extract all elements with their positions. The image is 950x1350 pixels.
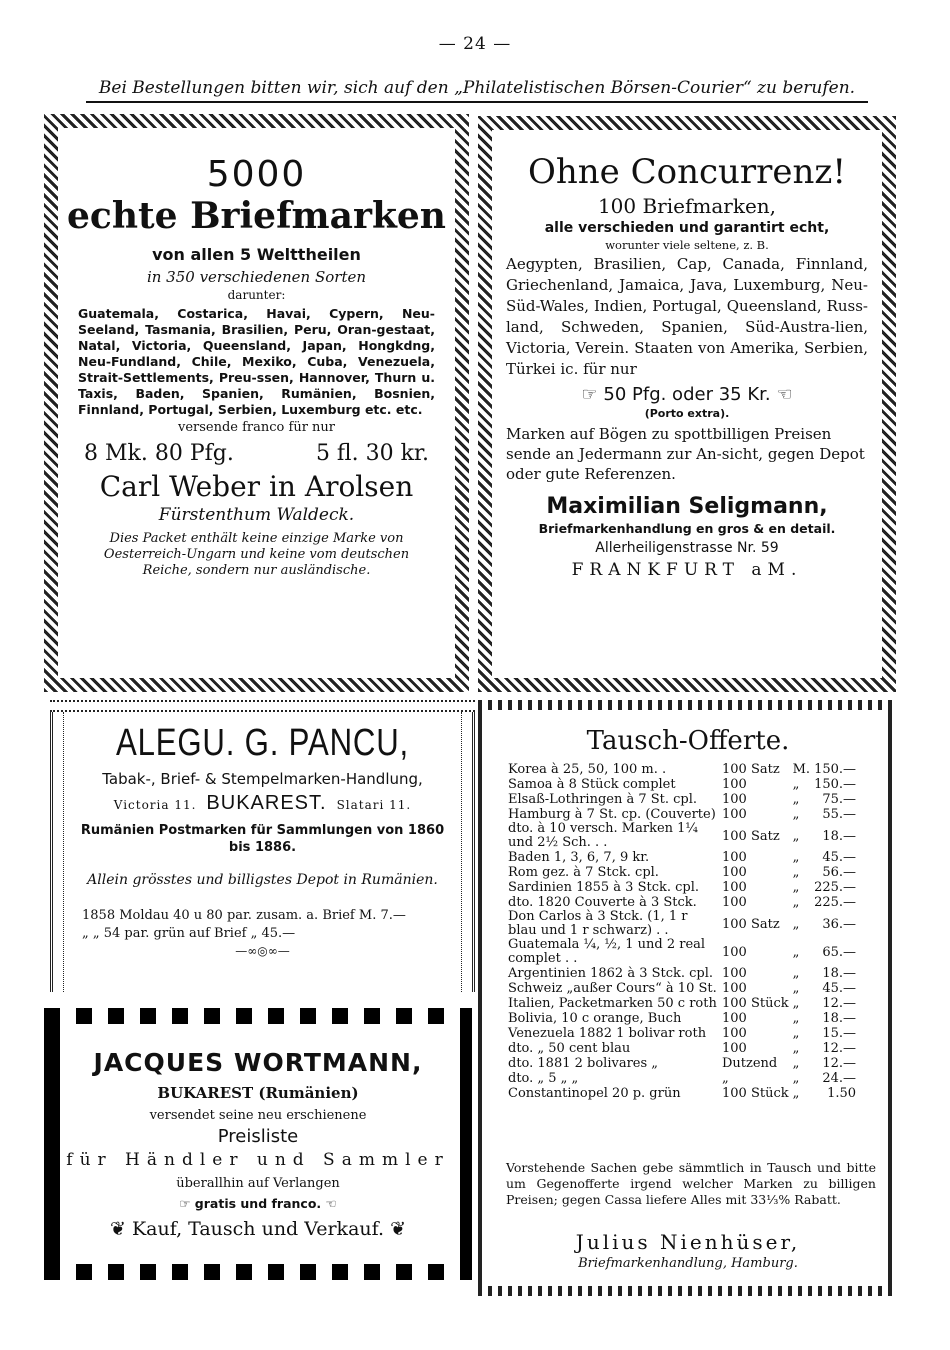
- ad2-seller: Maximilian Seligmann,: [546, 494, 828, 519]
- ad1-place: Fürstenthum Waldeck.: [158, 505, 355, 525]
- table-row: [506, 966, 858, 981]
- price-cell: 45.—: [822, 981, 857, 996]
- price-marks: 8 Mk. 80 Pfg.: [84, 441, 234, 466]
- table-row: [506, 981, 858, 996]
- price-cell: 55.—: [822, 807, 857, 822]
- table-row: [506, 1011, 858, 1026]
- qty-cell: 100 Satz: [722, 916, 780, 932]
- item-cell: Rom gez. à 7 Stck. cpl.: [508, 864, 659, 880]
- price-cell: 12.—: [822, 996, 857, 1011]
- ad4-l5: gratis und franco.: [194, 1196, 322, 1211]
- item-cell: dto. 1881 2 bolivares „: [508, 1055, 659, 1071]
- qty-cell: 100: [722, 1011, 747, 1026]
- unit-cell: „: [792, 1011, 800, 1026]
- page-number: — 24 —: [438, 34, 512, 54]
- ad5-seller: Julius Nienhüser,: [575, 1230, 801, 1254]
- unit-cell: „: [792, 1086, 800, 1101]
- price-cell: 225.—: [814, 880, 857, 895]
- ad-tausch-offerte: [478, 700, 898, 1296]
- ad3-address: [70, 792, 455, 815]
- ad2-city: FRANKFURT aM.: [571, 560, 803, 580]
- table-row: [506, 822, 858, 850]
- ad2-headline: Ohne Concurrenz!: [527, 152, 847, 192]
- ad4-l6: Kauf, Tausch und Verkauf.: [131, 1218, 385, 1240]
- price-cell: 18.—: [822, 828, 857, 844]
- unit-cell: „: [792, 981, 800, 996]
- table-row: [506, 1041, 858, 1056]
- ad3-trade: Tabak-, Brief- & Stempelmarken-Handlung,: [102, 770, 423, 788]
- item-cell: dto. „ 50 cent blau: [508, 1040, 631, 1056]
- item-cell: Korea à 25, 50, 100 m. .: [508, 761, 667, 777]
- item-cell: Sardinien 1855 à 3 Stck. cpl.: [508, 879, 700, 895]
- price-cell: 12.—: [822, 1041, 857, 1056]
- table-row: [506, 880, 858, 895]
- offer-table: [506, 762, 858, 1101]
- ad2-countries: Aegypten, Brasilien, Cap, Canada, Finnland, Griechenland, Jamaica, Java, Luxemburg, Neu-Süd-Wales, Indien, Portugal, Queensland, Russ-land, Schweden, Spanien, Süd-Austra-lien, Victoria, Verein. Staaten von Amerika, Serbien, Türkei ic. für nur: [506, 255, 868, 378]
- flourish-icon: —∞◎∞—: [235, 944, 290, 958]
- table-row: [506, 865, 858, 880]
- unit-cell: „: [792, 996, 800, 1011]
- unit-cell: „: [792, 828, 800, 844]
- price-cell: 15.—: [822, 1026, 857, 1041]
- qty-cell: 100: [722, 850, 747, 865]
- table-row: [506, 910, 858, 938]
- ad-pancu: [50, 700, 475, 998]
- item-cell: Argentinien 1862 à 3 Stck. cpl.: [508, 965, 714, 981]
- ad4-l5-wrap: [64, 1196, 452, 1211]
- ad1-sub2: in 350 verschiedenen Sorten: [146, 268, 367, 286]
- qty-cell: Dutzend: [722, 1056, 778, 1071]
- ad2-trade: Briefmarkenhandlung en gros & en detail.: [538, 521, 836, 536]
- item-cell: Bolivia, 10 c orange, Buch: [508, 1010, 682, 1026]
- ad3-line1: 1858 Moldau 40 u 80 par. zusam. a. Brief M. 7.—: [82, 908, 406, 923]
- ad2-porto: (Porto extra).: [644, 407, 730, 420]
- price-cell: 225.—: [814, 895, 857, 910]
- qty-cell: 100: [722, 944, 747, 960]
- ad3-line2: „ „ 54 par. grün auf Brief „ 45.—: [82, 926, 296, 941]
- table-row: [506, 850, 858, 865]
- unit-cell: „: [792, 792, 800, 807]
- price-cell: 18.—: [822, 966, 857, 981]
- item-cell: Samoa à 8 Stück complet: [508, 776, 676, 792]
- item-cell: Elsaß-Lothringen à 7 St. cpl.: [508, 791, 698, 807]
- price-cell: 24.—: [822, 1071, 857, 1086]
- qty-cell: 100: [722, 807, 747, 822]
- table-row: [506, 996, 858, 1011]
- unit-cell: M.: [792, 762, 811, 777]
- price-cell: 45.—: [822, 850, 857, 865]
- ad2-offer: Marken auf Bögen zu spottbilligen Preisen sende an Jedermann zur An-sicht, gegen Depot oder gute Referenzen.: [506, 425, 865, 483]
- fleuron-icon: ❦: [109, 1218, 132, 1240]
- ad-content: [494, 132, 880, 676]
- table-row: [506, 1086, 858, 1101]
- ad2-worunter: worunter viele seltene, z. B.: [605, 238, 769, 252]
- ad2-sub: alle verschieden und garantirt echt,: [544, 220, 830, 236]
- table-row: [506, 1056, 858, 1071]
- unit-cell: „: [792, 895, 800, 910]
- pointing-hand-icon: ☞: [179, 1196, 195, 1211]
- item-cell: Guatemala ¼, ½, 1 und 2 real complet . .: [508, 937, 706, 966]
- ad3-name: ALEGU. G. PANCU,: [115, 722, 410, 764]
- price-cell: 75.—: [822, 792, 857, 807]
- qty-cell: 100 Satz: [722, 762, 780, 777]
- fleuron-icon: ❦: [384, 1218, 406, 1240]
- qty-cell: 100: [722, 1041, 747, 1056]
- addr-right: Slatari 11.: [336, 798, 412, 812]
- table-row: [506, 895, 858, 910]
- ad1-send-line: versende franco für nur: [177, 420, 335, 435]
- unit-cell: „: [792, 1041, 800, 1056]
- ad-ohne-concurrenz: [478, 116, 896, 692]
- item-cell: Venezuela 1882 1 bolivar roth: [508, 1025, 707, 1041]
- unit-cell: „: [792, 1056, 800, 1071]
- addr-left: Victoria 11.: [113, 798, 197, 812]
- ad-briefmarken-weber: [44, 114, 469, 692]
- item-cell: Schweiz „außer Cours“ à 10 St.: [508, 980, 717, 996]
- price-cell: 36.—: [822, 916, 857, 932]
- ad5-trade: Briefmarkenhandlung, Hamburg.: [578, 1256, 798, 1271]
- unit-cell: „: [792, 1071, 800, 1086]
- ad4-l6-wrap: [64, 1218, 452, 1240]
- ad-content: [60, 130, 453, 676]
- qty-cell: 100 Satz: [722, 828, 780, 844]
- unit-cell: „: [792, 1026, 800, 1041]
- price-cell: 1.50: [827, 1086, 857, 1101]
- qty-cell: 100: [722, 981, 747, 996]
- qty-cell: „: [722, 1071, 729, 1086]
- qty-cell: 100: [722, 1026, 747, 1041]
- ad4-l2: Preisliste: [217, 1126, 299, 1147]
- unit-cell: „: [792, 916, 800, 932]
- ad1-seller: Carl Weber in Arolsen: [99, 470, 414, 503]
- price-cell: 18.—: [822, 1011, 857, 1026]
- item-cell: Don Carlos à 3 Stck. (1, 1 r blau und 1 r schwarz) . .: [508, 909, 688, 938]
- pointing-hand-icon: ☜: [321, 1196, 337, 1211]
- item-cell: dto. à 10 versch. Marken 1¼ und 2½ Sch. . .: [508, 821, 699, 850]
- item-cell: Italien, Packetmarken 50 c roth: [508, 995, 717, 1011]
- ad2-price-text: 50 Pfg. oder 35 Kr.: [603, 384, 771, 405]
- qty-cell: 100 Stück: [722, 1086, 789, 1101]
- addr-city: BUKAREST.: [206, 792, 327, 814]
- ad3-desc: Rumänien Postmarken für Sammlungen von 1860 bis 1886.: [80, 823, 445, 855]
- table-row: [506, 777, 858, 792]
- unit-cell: „: [792, 944, 800, 960]
- ad1-darunter: darunter:: [227, 288, 286, 302]
- ad2-count: 100 Briefmarken,: [597, 194, 777, 218]
- ad4-l1: versendet seine neu erschienene: [149, 1108, 367, 1123]
- ad3-depot: Allein grösstes und billigstes Depot in Rumänien.: [87, 872, 438, 888]
- unit-cell: „: [792, 966, 800, 981]
- unit-cell: „: [792, 807, 800, 822]
- table-row: [506, 938, 858, 966]
- ad1-prices: [84, 441, 429, 466]
- price-cell: 150.—: [814, 777, 857, 792]
- ad1-sub1: von allen 5 Welttheilen: [152, 245, 361, 264]
- table-row: [506, 792, 858, 807]
- qty-cell: 100 Stück: [722, 996, 789, 1011]
- table-row: [506, 1026, 858, 1041]
- ad1-note: Dies Packet enthält keine einzige Marke von Oesterreich-Ungarn und keine vom deutschen Reiche, sondern nur ausländische.: [103, 531, 410, 578]
- item-cell: dto. 1820 Couverte à 3 Stck.: [508, 894, 697, 910]
- ad5-footer: Vorstehende Sachen gebe sämmtlich in Tausch und bitte um Gegenofferte irgend welcher Marken zu billigen Preisen; gegen Cassa liefere Alles mit 33⅓% Rabatt.: [506, 1160, 876, 1207]
- ornamental-rule-right: [461, 712, 475, 992]
- qty-cell: 100: [722, 865, 747, 880]
- price-cell: 65.—: [822, 944, 857, 960]
- ad-wortmann: [44, 1008, 472, 1280]
- pointing-hand-icon: ☞: [581, 384, 604, 405]
- item-cell: dto. „ 5 „ „: [508, 1070, 579, 1086]
- unit-cell: „: [792, 850, 800, 865]
- price-cell: 12.—: [822, 1056, 857, 1071]
- ad4-name: JACQUES WORTMANN,: [93, 1048, 423, 1077]
- unit-cell: „: [792, 865, 800, 880]
- ornamental-rule-left: [50, 712, 64, 992]
- ad5-table: [506, 762, 878, 1101]
- qty-cell: 100: [722, 792, 747, 807]
- ornamental-rule-top: [50, 700, 475, 712]
- item-cell: Baden 1, 3, 6, 7, 9 kr.: [508, 849, 650, 865]
- item-cell: Constantinopel 20 p. grün: [508, 1085, 681, 1101]
- price-florin: 5 fl. 30 kr.: [315, 441, 429, 466]
- qty-cell: 100: [722, 895, 747, 910]
- table-row: [506, 762, 858, 777]
- ad2-street: Allerheiligenstrasse Nr. 59: [595, 540, 779, 556]
- item-cell: Hamburg à 7 St. cp. (Couverte): [508, 806, 716, 822]
- header-note: Bei Bestellungen bitten wir, sich auf den „Philatelistischen Börsen-Courier“ zu berufen.: [86, 78, 868, 103]
- ad5-title: Tausch-Offerte.: [586, 726, 790, 756]
- qty-cell: 100: [722, 777, 747, 792]
- unit-cell: „: [792, 777, 800, 792]
- qty-cell: 100: [722, 966, 747, 981]
- ad4-city: BUKAREST (Rumänien): [157, 1084, 359, 1102]
- qty-cell: 100: [722, 880, 747, 895]
- ad1-headline: echte Briefmarken: [67, 195, 446, 237]
- ad2-price: [494, 384, 880, 405]
- table-row: [506, 807, 858, 822]
- table-row: [506, 1071, 858, 1086]
- price-cell: 150.—: [814, 762, 857, 777]
- ad4-l4: überallhin auf Verlangen: [176, 1176, 340, 1191]
- pointing-hand-icon: ☜: [770, 384, 793, 405]
- ad1-countries: Guatemala, Costarica, Havai, Cypern, Neu-Seeland, Tasmania, Brasilien, Peru, Oran-gestaat, Natal, Victoria, Queensland, Japan, Hongkdng, Neu-Fundland, Chile, Mexiko, Cuba, Venezuela, Strait-Settlements, Preu-ssen, Hannover, Thurn u. Taxis, Baden, Spanien, Rumänien, Bosnien, Finnland, Portugal, Serbien, Luxemburg etc. etc.: [78, 306, 435, 417]
- price-cell: 56.—: [822, 865, 857, 880]
- ad1-count: 5000: [206, 154, 307, 195]
- unit-cell: „: [792, 880, 800, 895]
- ad4-l3: für Händler und Sammler: [66, 1150, 450, 1170]
